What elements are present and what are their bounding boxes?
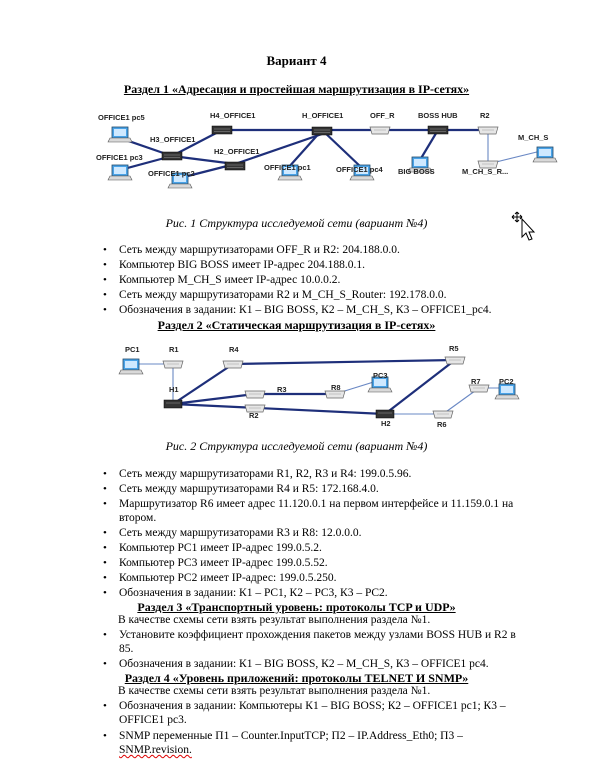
- h4-office1-icon: [212, 126, 232, 134]
- label-h-office1: H_OFFICE1: [302, 111, 344, 120]
- figure-2-network-diagram: [115, 336, 535, 432]
- pc1-icon: [119, 359, 143, 374]
- label-big-boss: BIG BOSS: [398, 167, 435, 176]
- r7-icon: [469, 385, 489, 392]
- office1-pc5-icon: [108, 127, 132, 142]
- label-pc3: PC3: [373, 371, 388, 380]
- label-h1: H1: [169, 385, 179, 394]
- label-h4-office1: H4_OFFICE1: [210, 111, 256, 120]
- label-office1-pc2: OFFICE1 pc2: [148, 169, 195, 178]
- label-r7: R7: [471, 377, 481, 386]
- figure-1-caption: Рис. 1 Структура исследуемой сети (вариант №4): [165, 216, 428, 230]
- h1-icon: [164, 400, 182, 408]
- r8-icon: [325, 391, 345, 398]
- label-office1-pc5: OFFICE1 pc5: [98, 113, 145, 122]
- label-r4: R4: [229, 345, 239, 354]
- label-h2: H2: [381, 419, 391, 428]
- r4-icon: [223, 361, 243, 368]
- h3-office1-icon: [162, 152, 182, 160]
- label-r1: R1: [169, 345, 179, 354]
- label-pc2: PC2: [499, 377, 514, 386]
- label-pc1: PC1: [125, 345, 140, 354]
- r2-icon: [478, 127, 498, 134]
- label-r2: R2: [480, 111, 490, 120]
- pc2-icon: [495, 384, 519, 399]
- r6-icon: [433, 411, 453, 418]
- r3-icon: [245, 391, 265, 398]
- page-title: Вариант 4: [266, 53, 327, 68]
- label-r5: R5: [449, 344, 459, 353]
- section1-heading: Раздел 1 «Адресация и простейшая маршрутизация в IP-сетях»: [123, 82, 470, 96]
- off-r-icon: [370, 127, 390, 134]
- label-r6: R6: [437, 420, 447, 429]
- label-r2: R2: [249, 411, 259, 420]
- label-r3: R3: [277, 385, 287, 394]
- figure-2-caption: Рис. 2 Структура исследуемой сети (вариант №4): [165, 439, 428, 453]
- figure-1-network-diagram: [90, 98, 560, 210]
- label-office1-pc4: OFFICE1 pc4: [336, 165, 383, 174]
- section2-heading: Раздел 2 «Статическая маршрутизация в IP-сетях»: [157, 318, 436, 332]
- r5-icon: [445, 357, 465, 364]
- boss-hub-icon: [428, 126, 448, 134]
- m-ch-s-icon: [533, 147, 557, 162]
- label-m-ch-s-router: M_CH_S_R...: [462, 167, 509, 176]
- section4-intro: В качестве схемы сети взять результат выполнения раздела №1.: [118, 685, 431, 697]
- section4-heading: Раздел 4 «Уровень приложений: протоколы TELNET И SNMP»: [124, 671, 469, 685]
- label-off-r: OFF_R: [370, 111, 395, 120]
- label-boss-hub: BOSS HUB: [418, 111, 458, 120]
- label-h2-office1: H2_OFFICE1: [214, 147, 260, 156]
- section3-heading: Раздел 3 «Транспортный уровень: протоколы TCP и UDP»: [137, 600, 456, 614]
- h-office1-icon: [312, 127, 332, 135]
- label-r8: R8: [331, 383, 341, 392]
- section3-intro: В качестве схемы сети взять результат выполнения раздела №1.: [118, 614, 431, 626]
- label-m-ch-s: M_CH_S: [518, 133, 549, 142]
- h2-office1-icon: [225, 162, 245, 170]
- label-office1-pc1: OFFICE1 pc1: [264, 163, 311, 172]
- h2-icon: [376, 410, 394, 418]
- office1-pc3-icon: [108, 165, 132, 180]
- label-office1-pc3: OFFICE1 pc3: [96, 153, 143, 162]
- document-page: Вариант 4 Раздел 1 «Адресация и простейшая маршрутизация в IP-сетях» OFFICE1 pc5 H4_OFFICE1 H_OFFICE1 OFF_R BOSS HUB R2 H3_OFFICE1 M_CH_S OFFICE1 pc3 H2_OFFICE1 OFFICE1 pc2 OFFICE1 pc1 OFFICE1 pc4 BIG BOSS M_CH_S_R... Рис. 1 Структура исследуемой сети (вариант №4) • Сеть между маршрутизаторами OFF_R и R2: 204.188.0.0. • Компьютер BIG BOSS имеет IP-адрес 204.188.0.1. • Компьютер M_CH_S имеет IP-адрес 10.0.0.2. • Сеть между маршрутизаторами R2 и M_CH_S_Router: 192.178.0.0. • Обозначения в задании: К1 – BIG BOSS, К2 – M_CH_S, К3 – OFFICE1_pc4. Раздел 2 «Статическая маршрутизация в IP-сетях» PC1 R1 R4 R5 H1 R3 R8 PC3 R7 PC2 R2 H2 R6 Рис. 2 Структура исследуемой сети (вариант №4) • Сеть между маршрутизаторами R1, R2, R3 и R4: 199.0.5.96. • Сеть между маршрутизаторами R4 и R5: 172.168.4.0. • Маршрутизатор R6 имеет адрес 11.120.0.1 на первом интерфейсе и 11.159.0.1 на втором. • Сеть между маршрутизаторами R3 и R8: 12.0.0.0. • Компьютер PC1 имеет IP-адрес 199.0.5.2. • Компьютер PC3 имеет IP-адрес 199.0.5.52. • Компьютер PC2 имеет IP-адрес: 199.0.5.250. • Обозначения в задании: К1 – PC1, К2 – PC3, К3 – PC2. Раздел 3 «Транспортный уровень: протоколы TCP и UDP» В качестве схемы сети взять результат выполнения раздела №1. • Установите коэффициент прохождения пакетов между узлами BOSS HUB и R2 в 85. • Обозначения в задании: К1 – BIG BOSS, К2 – M_CH_S, К3 – OFFICE1 pc4. Раздел 4 «Уровень приложений: протоколы TELNET И SNMP» В качестве схемы сети взять результат выполнения раздела №1. • Обозначения в задании: Компьютеры К1 – BIG BOSS; К2 – OFFICE1 pc1; К3 – OFFICE1 pc3. • SNMP переменные П1 – Counter.InputTCP; П2 – IP.Address_Eth0; П3 – SNMP.revision.: [0, 0, 593, 782]
- label-h3-office1: H3_OFFICE1: [150, 135, 196, 144]
- r1-icon: [163, 361, 183, 368]
